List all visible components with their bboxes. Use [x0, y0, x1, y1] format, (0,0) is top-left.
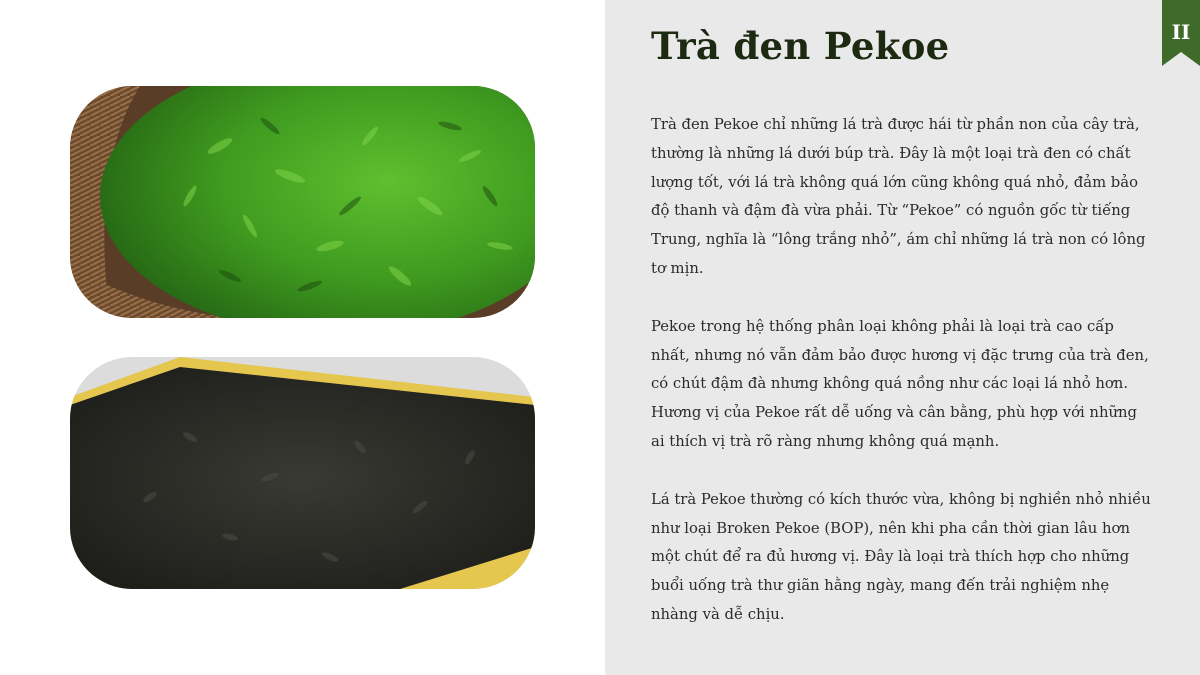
black-tea-leaves-image [70, 357, 535, 589]
slide-title: Trà đen Pekoe [651, 24, 950, 68]
paragraph-3: Lá trà Pekoe thường có kích thước vừa, không bị nghiền nhỏ nhiều như loại Broken Pekoe (BOP), nên khi pha cần thời gian lâu hơn một chút để ra đủ hương vị. Đây là loại trà thích hợp cho những buổi uống trà thư giãn hằng ngày, mang đến trải nghiệm nhẹ nhàng và dễ chịu. [651, 490, 1151, 623]
body-text [651, 111, 1151, 659]
text-panel [605, 0, 1200, 675]
section-badge [1162, 0, 1200, 66]
paragraph-2: Pekoe trong hệ thống phân loại không phải là loại trà cao cấp nhất, nhưng nó vẫn đảm bảo được hương vị đặc trưng của trà đen, có chút đậm đà nhưng không quá nồng như các loại lá nhỏ hơn. Hương vị của Pekoe rất dễ uống và cân bằng, phù hợp với những ai thích vị trà rõ ràng nhưng không quá mạnh. [651, 317, 1149, 450]
green-tea-leaves-image [70, 86, 535, 318]
green-tea-leaves-photo [70, 86, 535, 318]
black-tea-leaves-photo [70, 357, 535, 589]
section-number: II [1171, 20, 1191, 44]
paragraph-1: Trà đen Pekoe chỉ những lá trà được hái từ phần non của cây trà, thường là những lá dưới búp trà. Đây là một loại trà đen có chất lượng tốt, với lá trà không quá lớn cũng không quá nhỏ, đảm bảo độ thanh và đậm đà vừa phải. Từ “Pekoe” có nguồn gốc từ tiếng Trung, nghĩa là “lông trắng nhỏ”, ám chỉ những lá trà non có lông tơ mịn. [651, 116, 1146, 277]
